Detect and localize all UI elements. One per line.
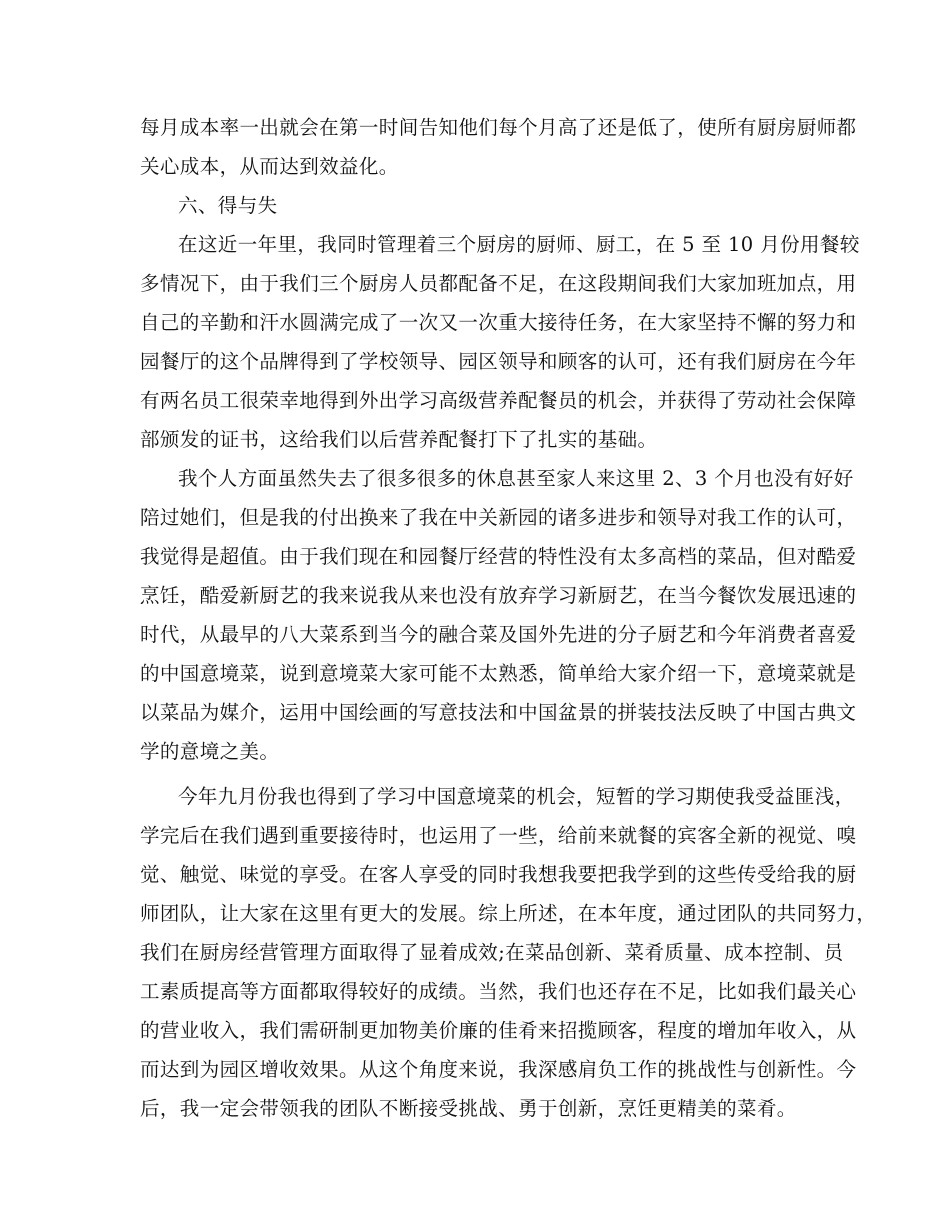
text-line: 自己的辛勤和汗水圆满完成了一次又一次重大接待任务，在大家坚持不懈的努力和 — [140, 311, 857, 334]
text-line: 学完后在我们遇到重要接待时，也运用了一些，给前来就餐的宾客全新的视觉、嗅 — [140, 824, 857, 847]
text-line: 后，我一定会带领我的团队不断接受挑战、勇于创新，烹饪更精美的菜肴。 — [140, 1097, 797, 1120]
section-heading: 六、得与失 — [178, 194, 278, 217]
text-line: 烹饪，酷爱新厨艺的我来说我从来也没有放弃学习新厨艺，在当今餐饮发展迅速的 — [140, 584, 857, 607]
text-line: 的营业收入，我们需研制更加物美价廉的佳肴来招揽顾客，程度的增加年收入，从 — [140, 1019, 857, 1042]
text-line: 工素质提高等方面都取得较好的成绩。当然，我们也还存在不足，比如我们最关心 — [140, 980, 857, 1003]
text-line: 以菜品为媒介，运用中国绘画的写意技法和中国盆景的拼装技法反映了中国古典文 — [140, 701, 857, 724]
text-line: 我们在厨房经营管理方面取得了显着成效;在菜品创新、菜肴质量、成本控制、员 — [140, 941, 844, 964]
text-line: 有两名员工很荣幸地得到外出学习高级营养配餐员的机会，并获得了劳动社会保障 — [140, 389, 857, 412]
text-line: 我个人方面虽然失去了很多很多的休息甚至家人来这里 2、3 个月也没有好好 — [178, 467, 854, 490]
text-line: 在这近一年里，我同时管理着三个厨房的厨师、厨工，在 5 至 10 月份用餐较 — [178, 233, 860, 256]
text-line: 每月成本率一出就会在第一时间告知他们每个月高了还是低了，使所有厨房厨师都 — [140, 116, 857, 139]
text-line: 而达到为园区增收效果。从这个角度来说，我深感肩负工作的挑战性与创新性。今 — [140, 1058, 857, 1081]
text-line: 今年九月份我也得到了学习中国意境菜的机会，短暂的学习期使我受益匪浅， — [178, 785, 855, 808]
text-line: 觉、触觉、味觉的享受。在客人享受的同时我想我要把我学到的这些传受给我的厨 — [140, 863, 857, 886]
text-line: 园餐厅的这个品牌得到了学校领导、园区领导和顾客的认可，还有我们厨房在今年 — [140, 350, 857, 373]
text-line: 我觉得是超值。由于我们现在和园餐厅经营的特性没有太多高档的菜品，但对酷爱 — [140, 545, 857, 568]
text-line: 学的意境之美。 — [140, 740, 280, 763]
text-line: 部颁发的证书，这给我们以后营养配餐打下了扎实的基础。 — [140, 428, 658, 451]
text-line: 陪过她们，但是我的付出换来了我在中关新园的诸多进步和领导对我工作的认可， — [140, 506, 857, 529]
text-line: 时代，从最早的八大菜系到当今的融合菜及国外先进的分子厨艺和今年消费者喜爱 — [140, 623, 857, 646]
text-line: 多情况下，由于我们三个厨房人员都配备不足，在这段期间我们大家加班加点，用 — [140, 272, 857, 295]
text-line: 的中国意境菜，说到意境菜大家可能不太熟悉，简单给大家介绍一下，意境菜就是 — [140, 662, 857, 685]
text-line: 关心成本，从而达到效益化。 — [140, 155, 399, 178]
text-line: 师团队，让大家在这里有更大的发展。综上所述，在本年度，通过团队的共同努力， — [140, 902, 877, 925]
